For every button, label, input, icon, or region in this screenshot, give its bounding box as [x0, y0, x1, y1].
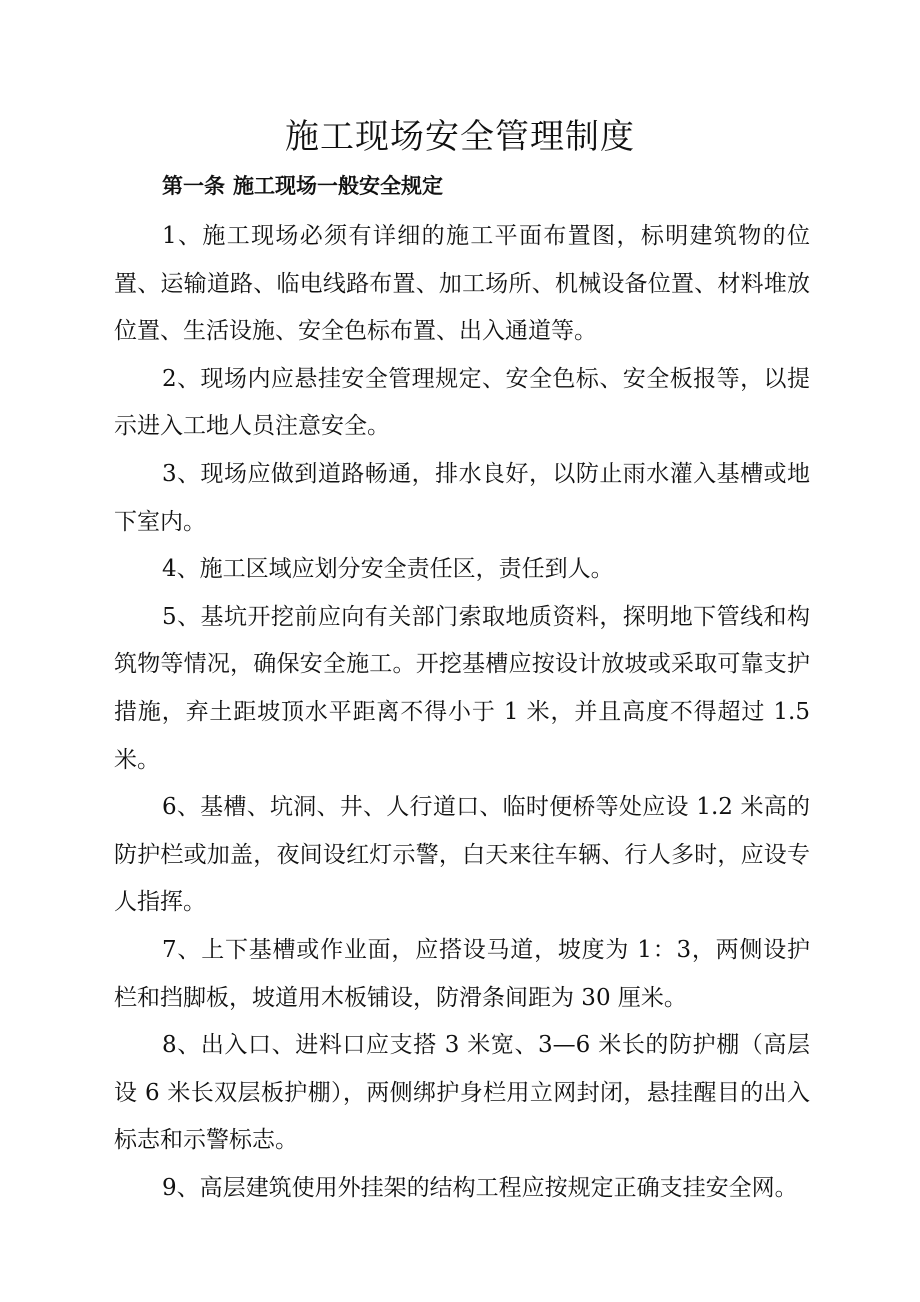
document-body [114, 213, 810, 1212]
paragraph-4: 4、施工区域应划分安全责任区，责任到人。 [162, 556, 614, 583]
paragraph-1: 1、施工现场必须有详细的施工平面布置图，标明建筑物的位置、运输道路、临电线路布置、加工场所、机械设备位置、材料堆放位置、生活设施、安全色标布置、出入通道等。 [114, 223, 810, 345]
document-title: 施工现场安全管理制度 [285, 117, 635, 157]
article-heading [162, 170, 443, 202]
paragraph-8: 8、出入口、进料口应支搭 3 米宽、3—6 米长的防护棚（高层设 6 米长双层板护棚），两侧绑护身栏用立网封闭，悬挂醒目的出入标志和示警标志。 [114, 1032, 810, 1154]
article-heading-text: 施工现场一般安全规定 [233, 174, 443, 198]
paragraph-2: 2、现场内应悬挂安全管理规定、安全色标、安全板报等，以提示进入工地人员注意安全。 [114, 365, 810, 440]
paragraph-5: 5、基坑开挖前应向有关部门索取地质资料，探明地下管线和构筑物等情况，确保安全施工。开挖基槽应按设计放坡或采取可靠支护措施，弃土距坡顶水平距离不得小于 1 米，并且高度不得超过 1.5 米。 [114, 603, 810, 773]
paragraph-7: 7、上下基槽或作业面，应搭设马道，坡度为 1：3，两侧设护栏和挡脚板，坡道用木板铺设，防滑条间距为 30 厘米。 [114, 936, 810, 1011]
paragraph-6: 6、基槽、坑洞、井、人行道口、临时便桥等处应设 1.2 米高的防护栏或加盖，夜间设红灯示警，白天来往车辆、行人多时，应设专人指挥。 [114, 794, 810, 916]
article-number: 第一条 [162, 174, 225, 198]
paragraph-9: 9、高层建筑使用外挂架的结构工程应按规定正确支挂安全网。 [162, 1174, 798, 1201]
paragraph-3: 3、现场应做到道路畅通，排水良好，以防止雨水灌入基槽或地下室内。 [114, 460, 810, 535]
